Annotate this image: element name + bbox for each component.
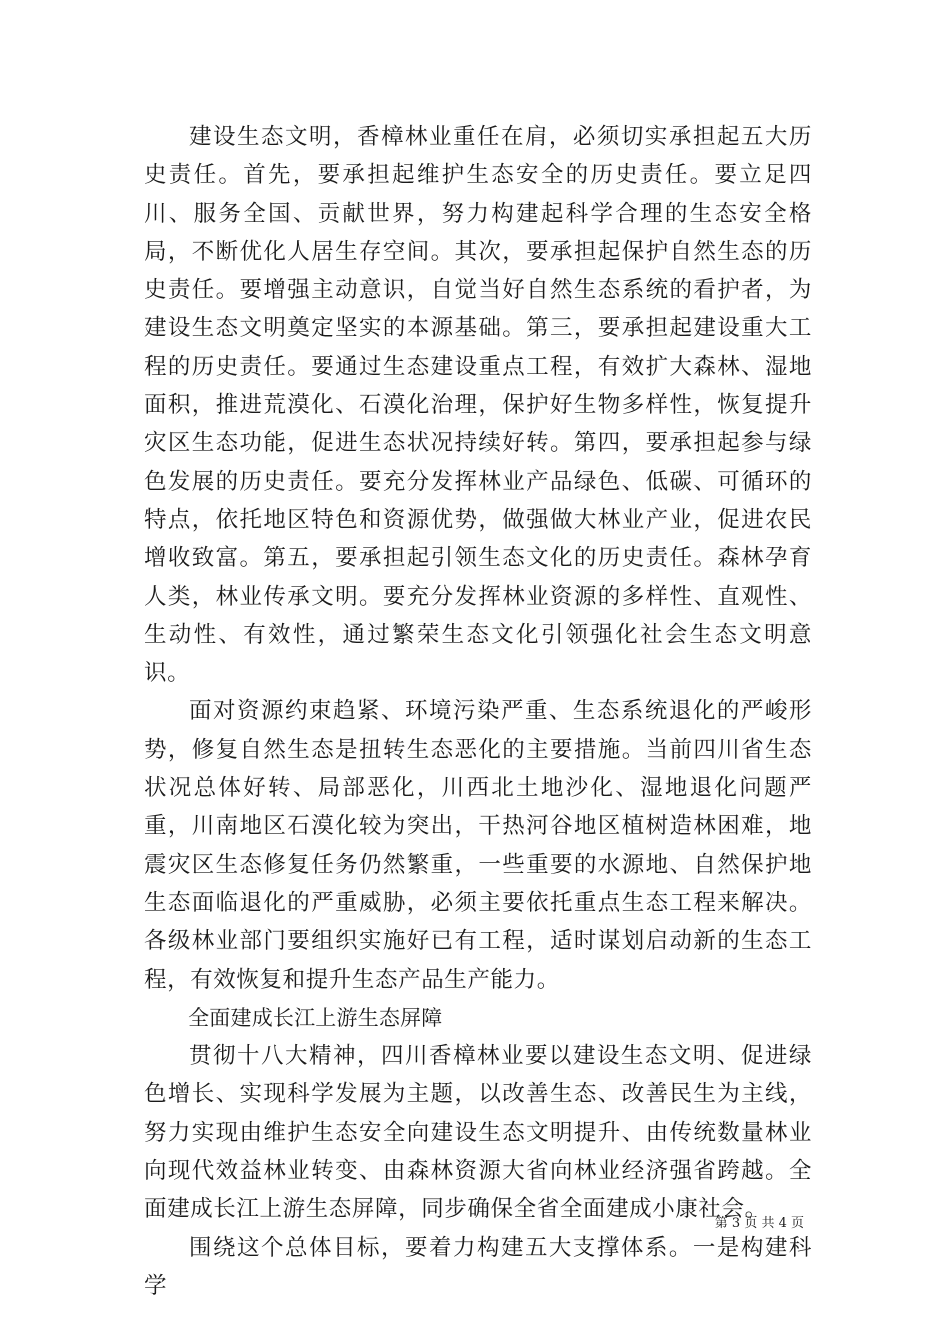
paragraph-historical-responsibilities: 建设生态文明，香樟林业重任在肩，必须切实承担起五大历史责任。首先，要承担起维护生态安全的历史责任。要立足四川、服务全国、贡献世界，努力构建起科学合理的生态安全格局，不断优化人居生存空间。其次，要承担起保护自然生态的历史责任。要增强主动意识，自觉当好自然生态系统的看护者，为建设生态文明奠定坚实的本源基础。第三，要承担起建设重大工程的历史责任。要通过生态建设重点工程，有效扩大森林、湿地面积，推进荒漠化、石漠化治理，保护好生物多样性，恢复提升灾区生态功能，促进生态状况持续好转。第四，要承担起参与绿色发展的历史责任。要充分发挥林业产品绿色、低碳、可循环的特点，依托地区特色和资源优势，做强做大林业产业，促进农民增收致富。第五，要承担起引领生态文化的历史责任。森林孕育人类，林业传承文明。要充分发挥林业资源的多样性、直观性、生动性、有效性，通过繁荣生态文化引领强化社会生态文明意识。 — [144, 124, 812, 687]
paragraph-ecological-restoration: 面对资源约束趋紧、环境污染严重、生态系统退化的严峻形势，修复自然生态是扭转生态恶化的主要措施。当前四川省生态状况总体好转、局部恶化，川西北土地沙化、湿地退化问题严重，川南地区石漠化较为突出，干热河谷地区植树造林困难，地震灾区生态修复任务仍然繁重，一些重要的水源地、自然保护地生态面临退化的严重威胁，必须主要依托重点生态工程来解决。各级林业部门要组织实施好已有工程，适时谋划启动新的生态工程，有效恢复和提升生态产品生产能力。 — [144, 698, 812, 993]
page-number: 第 3 页 共 4 页 — [714, 1216, 804, 1231]
document-body — [144, 118, 812, 1305]
paragraph-overall-goal: 贯彻十八大精神，四川香樟林业要以建设生态文明、促进绿色增长、实现科学发展为主题，以改善生态、改善民生为主线，努力实现由维护生态安全向建设生态文明提升、由传统数量林业向现代效益林业转变、由森林资源大省向林业经济强省跨越。全面建成长江上游生态屏障，同步确保全省全面建成小康社会。 — [144, 1043, 812, 1223]
paragraph-support-systems: 围绕这个总体目标，要着力构建五大支撑体系。一是构建科学 — [144, 1234, 812, 1299]
section-heading: 全面建成长江上游生态屏障 — [188, 1005, 443, 1030]
